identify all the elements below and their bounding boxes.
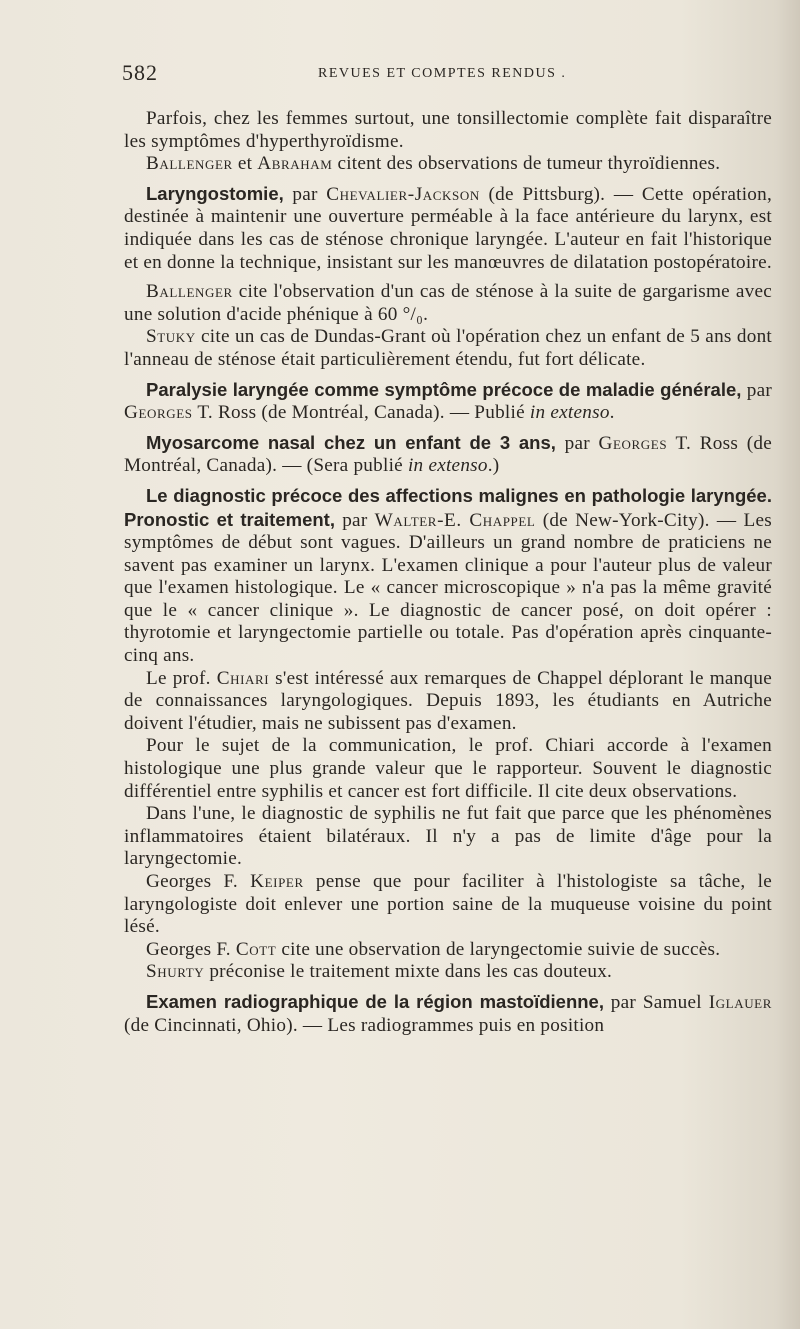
paragraph-shurty: Shurty préconise le traitement mixte dans les cas douteux.: [146, 961, 613, 983]
entry-laryngostomie: Laryngostomie, par Chevalier-Jackson (de Pittsburg). — Cette opération, destinée à maintenir une ouverture perméable à la face antérieure du larynx, est indiquée dans les cas de sténose chronique laryngée. L'auteur en fait l'historique et en donne la technique, insistant sur les manœuvres de dilatation postopératoire.: [124, 182, 773, 273]
paragraph-ballenger-abraham: Ballenger et Abraham citent des observations de tumeur thyroïdiennes.: [146, 153, 721, 175]
author-name: Shurty: [146, 961, 205, 983]
paragraph-syphilis: Dans l'une, le diagnostic de syphilis ne fut fait que parce que les phénomènes inflammatoires étaient bilatéraux. Il n'y a pas de limite d'âge pour la laryngectomie.: [124, 803, 772, 870]
paragraph-stuky: Stuky cite un cas de Dundas-Grant où l'opération chez un enfant de 5 ans dont l'anneau de sténose était particulièrement étendu, fut fort délicate.: [124, 326, 772, 370]
author-name: Iglauer: [708, 991, 772, 1013]
section-heading: Le diagnostic précoce des affections malignes en pathologie laryngée. Pronostic et traitement,: [124, 484, 772, 530]
page-header: [122, 60, 762, 94]
section-heading: Myosarcome nasal chez un enfant de 3 ans,: [146, 431, 556, 453]
section-heading: Examen radiographique de la région mastoïdienne,: [146, 990, 604, 1012]
page-number: 582: [122, 60, 158, 85]
author-name: Ballenger: [146, 153, 233, 175]
paragraph-tonsillectomie: Parfois, chez les femmes surtout, une tonsillectomie complète fait disparaître les symptômes d'hyperthyroïdisme.: [124, 108, 772, 152]
article-body: [124, 108, 772, 1037]
author-name: Chevalier-Jackson: [326, 183, 480, 205]
author-name: Stuky: [146, 326, 196, 348]
entry-myosarcome: Myosarcome nasal chez un enfant de 3 ans, par Georges T. Ross (de Montréal, Canada). — (Sera publié in extenso.): [124, 431, 773, 477]
entry-examen-radiographique: Examen radiographique de la région mastoïdienne, par Samuel Iglauer (de Cincinnati, Ohio). — Les radiogrammes puis en position: [124, 990, 772, 1036]
author-name: Ballenger: [146, 281, 233, 303]
paragraph-ballenger-stenose: Ballenger cite l'observation d'un cas de sténose à la suite de gargarisme avec une solution d'acide phénique à 60 °/₀.: [124, 281, 772, 325]
entry-diagnostic-precoce: Le diagnostic précoce des affections malignes en pathologie laryngée. Pronostic et traitement, par Walter-E. Chappel (de New-York-City). — Les symptômes de début sont vagues. D'ailleurs un grand nombre de praticiens ne savent pas examiner un larynx. L'examen clinique a pour l'auteur plus de valeur que l'examen histologique. Le « cancer microscopique » n'a pas la même gravité que le « cancer clinique ». Le diagnostic de cancer posé, on doit opérer : thyrotomie et laryngectomie partielle ou totale. Pas d'opération après cinquante-cinq ans.: [124, 484, 772, 667]
entry-paralysie-laryngee: Paralysie laryngée comme symptôme précoce de maladie générale, par Georges T. Ross (de Montréal, Canada). — Publié in extenso.: [124, 378, 772, 424]
author-name: Chiari: [216, 667, 270, 689]
paragraph-sujet-communication: Pour le sujet de la communication, le prof. Chiari accorde à l'examen histologique une plus grande valeur que le rapporteur. Souvent le diagnostic différentiel entre syphilis et cancer est fort difficile. Il cite deux observations.: [124, 735, 772, 802]
author-name: Keiper: [250, 871, 304, 892]
author-name: Abraham: [257, 153, 333, 175]
paragraph-cott: Georges F. Cott cite une observation de laryngectomie suivie de succès.: [146, 938, 721, 960]
running-head: REVUES ET COMPTES RENDUS .: [318, 66, 567, 81]
section-heading: Paralysie laryngée comme symptôme précoce de maladie générale,: [146, 378, 742, 400]
section-heading: Laryngostomie,: [146, 182, 284, 204]
paragraph-keiper: Georges F. Keiper pense que pour faciliter à l'histologiste sa tâche, le laryngologiste doit enlever une portion saine de la muqueuse voisine du point lésé.: [124, 871, 772, 938]
author-name: Georges: [124, 402, 193, 424]
author-name: Walter-E. Chappel: [374, 509, 536, 531]
paragraph-chiari: Le prof. Chiari s'est intéressé aux remarques de Chappel déplorant le manque de connaissances laryngologiques. Depuis 1893, les étudiants en Autriche doivent l'étudier, mais ne subissent pas d'examen.: [124, 667, 772, 734]
author-name: Cott: [235, 938, 277, 960]
author-name: Georges: [598, 432, 668, 454]
